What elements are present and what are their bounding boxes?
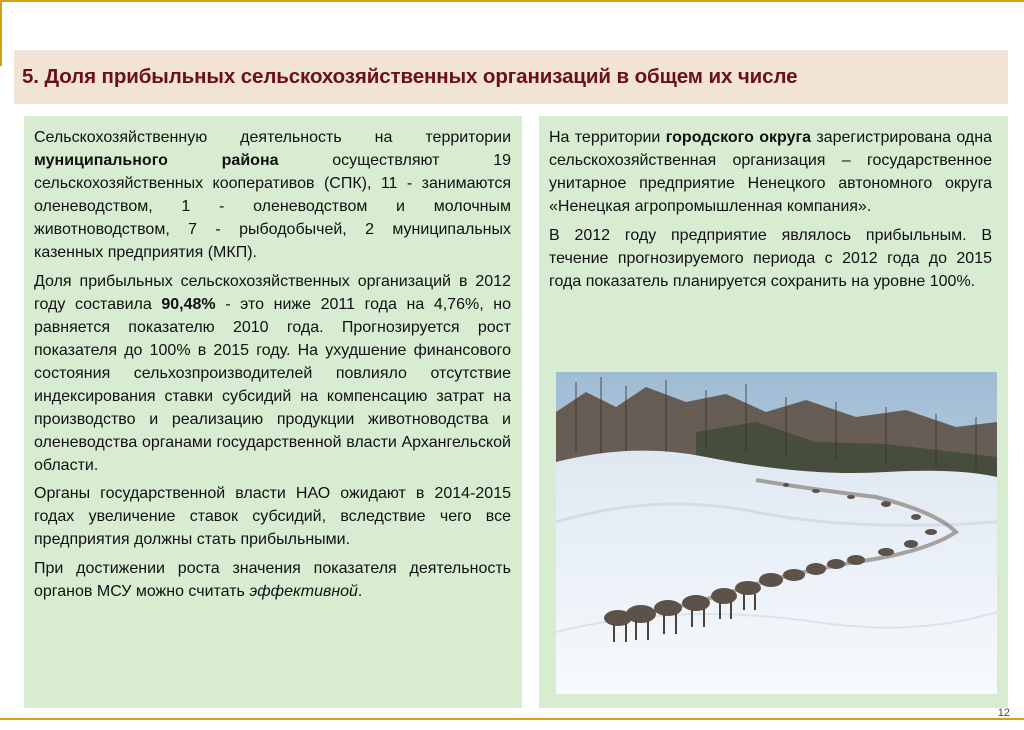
page-number: 12 <box>997 707 1010 719</box>
left-paragraph-3: Органы государственной власти НАО ожидают в 2014-2015 годах увеличение ставок субсидий, вследствие чего все предприятия должны стать прибыльными. <box>34 485 511 548</box>
right-paragraph-1: На территории городского округа зарегистрирована одна сельскохозяйственная организация – государственное унитарное предприятие Ненецкого автономного округа «Ненецкая агропромышленная компания». <box>549 129 993 215</box>
effective-emphasis: эффективной <box>249 582 358 600</box>
right-paragraph-2: В 2012 году предприятие являлось прибыльным. В течение прогнозируемого периода с 2012 года до 2015 года показатель планируется сохранить на уровне 100%. <box>549 226 992 290</box>
page-title: 5. Доля прибыльных сельскохозяйственных организаций в общем их числе <box>22 65 798 88</box>
profit-share-value: 90,48% <box>161 295 216 313</box>
left-paragraph-4: При достижении роста значения показателя деятельность органов МСУ можно считать эффективной. <box>34 559 511 600</box>
municipal-district-emphasis: муниципального района <box>34 152 279 169</box>
left-border-line <box>0 0 2 66</box>
bottom-border-line <box>0 718 1024 720</box>
left-text-panel <box>24 116 522 708</box>
top-border-line <box>0 0 1024 2</box>
title-bar <box>14 50 1008 104</box>
left-paragraph-2: Доля прибыльных сельскохозяйственных организаций в 2012 году составила 90,48% - это ниже 2011 года на 4,76%, но равняется показателю 2010 года. Прогнозируется рост показателя до 100% в 2015 году. На ухудшение финансового состояния сельхозпроизводителей повлияло отсутствие индексирования ставки субсидий на компенсацию затрат на производство и реализацию продукции животноводства и оленеводства органами государственной власти Архангельской области. <box>34 272 511 474</box>
reindeer-herd-photo <box>556 372 997 694</box>
city-district-emphasis: городского округа <box>665 129 812 146</box>
left-paragraph-1: Сельскохозяйственную деятельность на территории муниципального района осуществляют 19 сельскохозяйственных кооперативов (СПК), 11 - занимаются оленеводством, 1 - оленеводством и молочным животноводством, 7 - рыбодобычей, 2 муниципальных казенных предприятия (МКП). <box>34 129 512 261</box>
